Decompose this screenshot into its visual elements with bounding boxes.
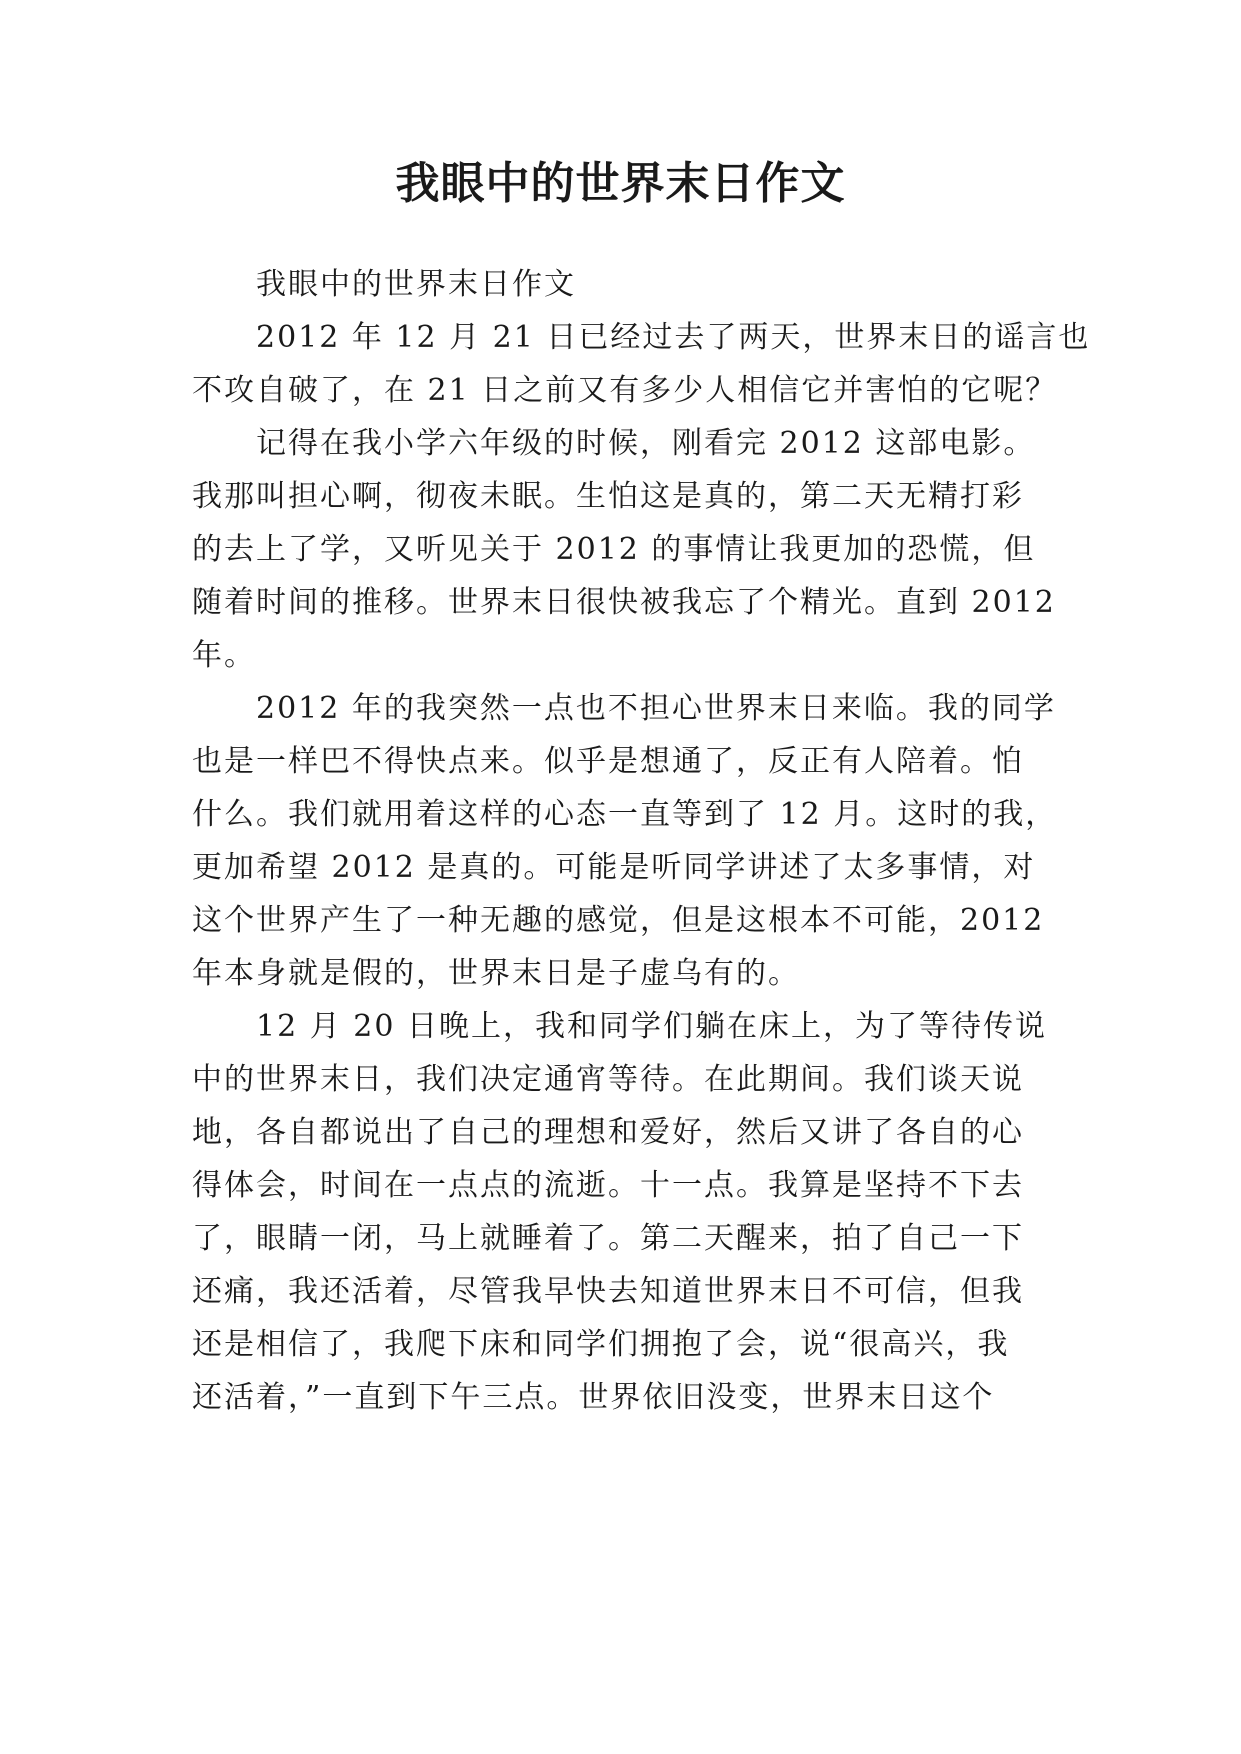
paragraph-line: 得体会，时间在一点点的流逝。十一点。我算是坚持不下去 [192,1168,1024,1203]
paragraph-line: 了，眼睛一闭，马上就睡着了。第二天醒来，拍了自己一下 [192,1221,1024,1256]
paragraph-line: 年。 [192,638,256,673]
paragraph-line: 我眼中的世界末日作文 [256,267,576,302]
paragraph-line: 随着时间的推移。世界末日很快被我忘了个精光。直到 2012 [192,585,1056,620]
paragraph-line: 2012 年 12 月 21 日已经过去了两天，世界末日的谣言也 [256,320,1091,355]
paragraph-line: 这个世界产生了一种无趣的感觉，但是这根本不可能，2012 [192,903,1045,938]
paragraph-line: 什么。我们就用着这样的心态一直等到了 12 月。这时的我， [192,797,1058,832]
paragraph-line: 还痛，我还活着，尽管我早快去知道世界末日不可信，但我 [192,1274,1024,1309]
paragraph-line: 记得在我小学六年级的时候，刚看完 2012 这部电影。 [256,426,1036,461]
paragraph-line: 2012 年的我突然一点也不担心世界末日来临。我的同学 [256,691,1056,726]
paragraph-line: 12 月 20 日晚上，我和同学们躺在床上，为了等待传说 [256,1009,1047,1044]
paragraph-line: 还是相信了，我爬下床和同学们拥抱了会，说“很高兴，我 [192,1327,1010,1362]
paragraph-line: 还活着，”一直到下午三点。世界依旧没变，世界末日这个 [192,1380,995,1415]
paragraph-line: 也是一样巴不得快点来。似乎是想通了，反正有人陪着。怕 [192,744,1024,779]
document-title: 我眼中的世界末日作文 [395,158,846,209]
paragraph-line: 的去上了学，又听见关于 2012 的事情让我更加的恐慌，但 [192,532,1036,567]
paragraph-line: 更加希望 2012 是真的。可能是听同学讲述了太多事情，对 [192,850,1036,885]
paragraph-line: 不攻自破了，在 21 日之前又有多少人相信它并害怕的它呢？ [192,373,1058,408]
paragraph-line: 年本身就是假的，世界末日是子虚乌有的。 [192,956,800,991]
paragraph-line: 地，各自都说出了自己的理想和爱好，然后又讲了各自的心 [192,1115,1024,1150]
paragraph-line: 中的世界末日，我们决定通宵等待。在此期间。我们谈天说 [192,1062,1024,1097]
paragraph-line: 我那叫担心啊，彻夜未眠。生怕这是真的，第二天无精打彩 [192,479,1024,514]
